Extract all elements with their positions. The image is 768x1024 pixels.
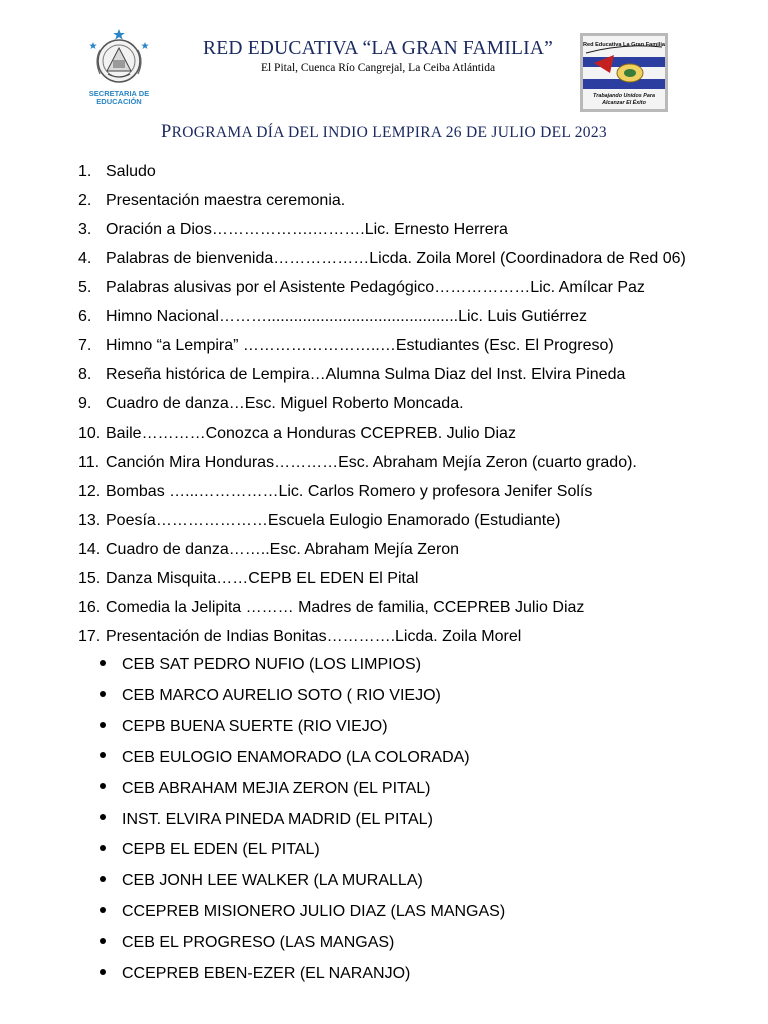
program-item-text: Himno Nacional………...........................................Lic. Luis Gutiérrez (106, 308, 588, 326)
program-item (78, 157, 156, 186)
school-name: CCEPREB EBEN-EZER (EL NARANJO) (122, 965, 411, 982)
program-item (78, 419, 516, 448)
program-item (78, 477, 592, 506)
program-item-number: 8. (78, 366, 92, 384)
program-item-number: 10. (78, 424, 101, 442)
program-item-number: 15. (78, 569, 101, 587)
program-item-number: 4. (78, 250, 92, 268)
program-item-number: 1. (78, 163, 92, 180)
flag-emblem-icon (580, 33, 668, 112)
right-logo-top-text: Red Educativa La Gran Familia (582, 42, 666, 48)
bullet-icon (100, 814, 106, 820)
bullet-icon (100, 660, 106, 666)
bullet-icon (100, 783, 106, 789)
school-list-item (100, 711, 388, 742)
program-item-text: Poesía…………………Escuela Eulogio Enamorado (Estudiante) (106, 511, 561, 529)
program-item (78, 535, 459, 564)
school-list-item (100, 773, 431, 804)
school-name: CEB EL PROGRESO (LAS MANGAS) (122, 934, 395, 952)
program-item-text: Danza Misquita……CEPB EL EDEN El Pital (106, 569, 419, 587)
school-list-item (100, 927, 394, 958)
school-name: CEPB EL EDEN (EL PITAL) (122, 841, 320, 859)
school-name: CEB MARCO AURELIO SOTO ( RIO VIEJO) (122, 686, 441, 704)
program-item-number: 14. (78, 540, 101, 558)
program-item-number: 3. (78, 221, 92, 239)
program-item-number: 13. (78, 511, 101, 529)
program-item-number: 6. (78, 308, 92, 326)
program-item-text: Presentación maestra ceremonia. (106, 192, 346, 210)
secretaria-educacion-logo (80, 28, 158, 108)
red-educativa-logo (580, 33, 668, 112)
bullet-icon (100, 876, 106, 882)
school-list-item (100, 834, 320, 865)
school-list-item (100, 742, 470, 773)
program-item-number: 7. (78, 337, 92, 355)
bullet-icon (100, 722, 106, 728)
program-title-rest: ROGRAMA DÍA DEL INDIO LEMPIRA 26 DE JULIO DEL 2023 (171, 124, 607, 141)
program-item-text: Cuadro de danza…Esc. Miguel Roberto Moncada. (106, 395, 464, 413)
program-item (78, 448, 637, 477)
program-item-text: Saludo (106, 163, 156, 180)
program-item (78, 186, 345, 215)
program-item-text: Canción Mira Honduras…………Esc. Abraham Mejía Zeron (cuarto grado). (106, 453, 637, 471)
school-list-item (100, 804, 433, 835)
program-item-number: 5. (78, 279, 92, 297)
program-item (78, 215, 508, 244)
right-logo-bottom-text-1: Trabajando Unidos Para (593, 93, 655, 99)
program-item-text: Reseña histórica de Lempira…Alumna Sulma Diaz del Inst. Elvira Pineda (106, 366, 626, 384)
school-name: CEPB BUENA SUERTE (RIO VIEJO) (122, 717, 388, 735)
program-item-text: Cuadro de danza……..Esc. Abraham Mejía Zeron (106, 540, 460, 558)
bullet-icon (100, 691, 106, 697)
school-name: CEB EULOGIO ENAMORADO (LA COLORADA) (122, 748, 470, 766)
program-item-text: Baile…………Conozca a Honduras CCEPREB. Julio Diaz (106, 424, 516, 442)
program-item (78, 593, 584, 622)
bullet-icon (100, 907, 106, 913)
program-item-text: Comedia la Jelipita ……… Madres de familia, CCEPREB Julio Diaz (106, 598, 585, 616)
program-item-number: 2. (78, 192, 92, 210)
bullet-icon (100, 845, 106, 851)
school-list-item (100, 958, 410, 989)
program-item (78, 564, 418, 593)
program-item-number: 17. (78, 627, 101, 645)
seal-caption-line2: EDUCACIÓN (96, 97, 142, 106)
program-item-number: 12. (78, 482, 101, 500)
program-item (78, 389, 464, 418)
bullet-icon (100, 969, 106, 975)
program-item (78, 360, 625, 389)
program-item-text: Presentación de Indias Bonitas………….Licda. Zoila Morel (106, 627, 522, 645)
right-logo-bottom-text-2: Alcanzar El Éxito (602, 100, 646, 106)
school-name: CCEPREB MISIONERO JULIO DIAZ (LAS MANGAS) (122, 903, 506, 921)
program-item-text: Palabras de bienvenida………………Licda. Zoila Morel (Coordinadora de Red 06) (106, 250, 686, 268)
program-title (0, 122, 768, 143)
network-title: RED EDUCATIVA “LA GRAN FAMILIA” (203, 38, 553, 59)
program-item-number: 9. (78, 395, 92, 413)
program-item-number: 11. (78, 453, 100, 471)
program-item (78, 273, 645, 302)
school-list-item (100, 896, 505, 927)
school-name: CEB SAT PEDRO NUFIO (LOS LIMPIOS) (122, 656, 422, 673)
school-name: CEB ABRAHAM MEJIA ZERON (EL PITAL) (122, 779, 431, 797)
program-item (78, 506, 560, 535)
school-list-item (100, 680, 441, 711)
bullet-icon (100, 752, 106, 758)
program-item-text: Himno “a Lempira” ……………………..…Estudiantes (Esc. El Progreso) (106, 337, 614, 355)
bullet-icon (100, 938, 106, 944)
program-title-initial: P (161, 122, 172, 142)
program-item-text: Bombas …...……………Lic. Carlos Romero y profesora Jenifer Solís (106, 482, 593, 500)
school-list-item (100, 649, 421, 680)
program-item (78, 244, 686, 273)
school-list-item (100, 865, 423, 896)
seal-icon (80, 28, 158, 90)
school-name: CEB JONH LEE WALKER (LA MURALLA) (122, 872, 423, 890)
program-item (78, 302, 587, 331)
program-item-text: Oración a Dios……………….……….Lic. Ernesto Herrera (106, 221, 508, 239)
program-item (78, 331, 614, 360)
program-item (78, 622, 521, 651)
program-item-number: 16. (78, 598, 101, 616)
seal-caption-line1: SECRETARIA DE (88, 89, 150, 98)
network-location: El Pital, Cuenca Río Cangrejal, La Ceiba Atlántida (260, 62, 496, 74)
program-item-text: Palabras alusivas por el Asistente Pedagógico………………Lic. Amílcar Paz (106, 279, 645, 297)
school-name: INST. ELVIRA PINEDA MADRID (EL PITAL) (122, 810, 433, 828)
